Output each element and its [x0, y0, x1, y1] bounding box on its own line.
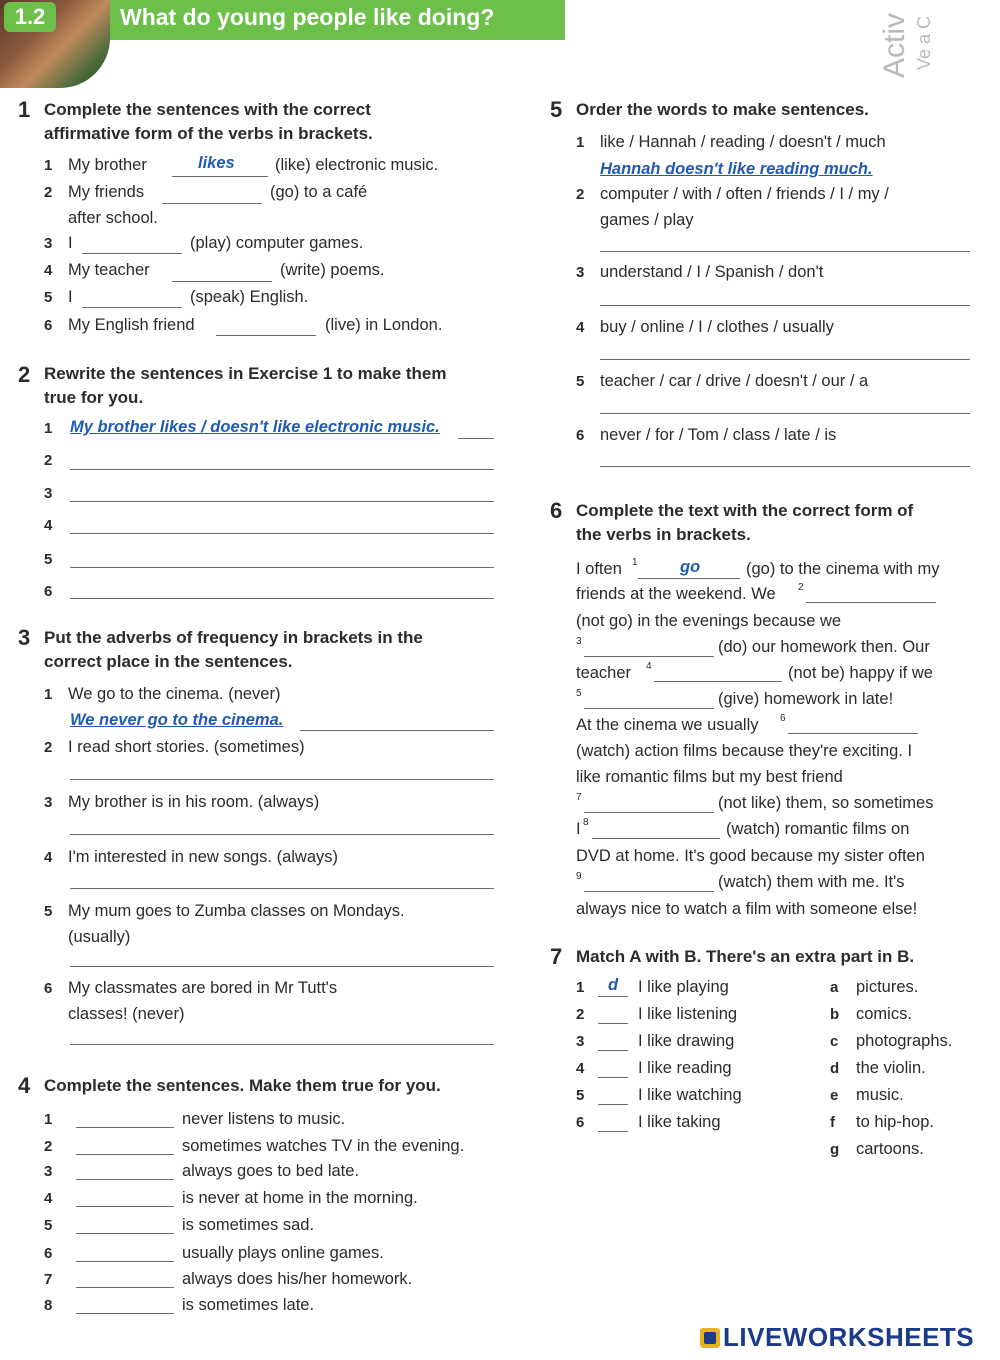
ex6-text: like romantic films but my best friend	[576, 768, 843, 786]
ex2-answer-field[interactable]	[70, 469, 494, 470]
exercise-4-title: Complete the sentences. Make them true for you.	[44, 1076, 441, 1095]
ex1-item-number: 2	[44, 184, 53, 201]
ex2-answer-field[interactable]	[70, 567, 494, 568]
exercise-1-title: Complete the sentences with the correct	[44, 100, 371, 119]
ex4-item-text: always goes to bed late.	[182, 1162, 360, 1180]
ex6-text: (watch) action films because they're exciting. I	[576, 742, 913, 760]
ex7-a-text: I like taking	[638, 1113, 721, 1131]
ex7-b-text: to hip-hop.	[856, 1113, 934, 1131]
ex5-item-number: 1	[576, 134, 585, 151]
ex3-item-text: My classmates are bored in Mr Tutt's	[68, 979, 338, 997]
exercise-2-title: Rewrite the sentences in Exercise 1 to make them	[44, 364, 447, 383]
ex7-a-text: I like reading	[638, 1059, 732, 1077]
ex6-answer-field[interactable]	[654, 681, 782, 682]
ex1-answer-field[interactable]	[172, 281, 272, 282]
ex7-b-text: music.	[856, 1086, 904, 1104]
ex7-answer-field[interactable]	[598, 1077, 628, 1078]
ex4-item-number: 8	[44, 1297, 53, 1314]
ex2-item-number: 1	[44, 420, 53, 437]
ex6-text: At the cinema we usually	[576, 716, 759, 734]
liveworksheets-logo: LIVEWORKSHEETS	[700, 1322, 974, 1353]
exercise-3-title-cont: correct place in the sentences.	[44, 652, 293, 671]
ex7-item-number: 2	[576, 1006, 585, 1023]
ex5-item-words: games / play	[600, 211, 694, 229]
exercise-5-title: Order the words to make sentences.	[576, 100, 869, 119]
ex5-answer-field[interactable]	[600, 413, 970, 414]
ex7-item-number: 4	[576, 1060, 585, 1077]
ex5-item-words: computer / with / often / friends / I / my /	[600, 185, 889, 203]
ex1-item-text: My friends	[68, 183, 145, 201]
ex7-b-text: pictures.	[856, 978, 919, 996]
ex7-b-letter: g	[830, 1141, 840, 1158]
ex2-item-number: 3	[44, 485, 53, 502]
ex6-text: always nice to watch a film with someone else!	[576, 900, 918, 918]
ex1-item-text: (write) poems.	[280, 261, 385, 279]
ex1-item-text: (live) in London.	[325, 316, 443, 334]
ex5-item-words: like / Hannah / reading / doesn't / much	[600, 133, 886, 151]
ex6-gap-number: 7	[576, 792, 582, 803]
ex7-b-text: cartoons.	[856, 1140, 924, 1158]
ex3-item-number: 6	[44, 980, 53, 997]
ex1-item-text: after school.	[68, 209, 158, 227]
ex3-answer-field[interactable]	[70, 1044, 494, 1045]
ex2-item-number: 4	[44, 517, 53, 534]
ex5-answer-field[interactable]	[600, 251, 970, 252]
ex5-item-number: 4	[576, 319, 585, 336]
ex6-answer-field[interactable]	[638, 578, 740, 579]
ex7-a-text: I like listening	[638, 1005, 738, 1023]
ex4-item-number: 4	[44, 1190, 53, 1207]
ex3-answer-field[interactable]	[70, 834, 494, 835]
ex4-item-text: is sometimes late.	[182, 1296, 315, 1314]
ex7-item-number: 6	[576, 1114, 585, 1131]
ex1-item-number: 1	[44, 157, 53, 174]
ex6-gap-number: 1	[632, 557, 638, 568]
ex7-b-text: comics.	[856, 1005, 912, 1023]
ex6-answer-field[interactable]	[788, 733, 918, 734]
ex1-answer-field[interactable]	[172, 176, 268, 177]
ex5-item-words: never / for / Tom / class / late / is	[600, 426, 837, 444]
ex1-answer-field[interactable]	[162, 203, 262, 204]
page-title: What do young people like doing?	[120, 4, 495, 30]
ex6-text: (watch) them with me. It's	[718, 873, 905, 891]
ex6-answer-field[interactable]	[584, 708, 714, 709]
ex1-answer: likes	[198, 154, 235, 172]
ex6-answer-field[interactable]	[584, 891, 714, 892]
ex7-answer-field[interactable]	[598, 1023, 628, 1024]
ex3-item-text: I'm interested in new songs. (always)	[68, 848, 339, 866]
ex1-item-text: My teacher	[68, 261, 150, 279]
ex3-item-text: My brother is in his room. (always)	[68, 793, 320, 811]
ex1-item-text: (like) electronic music.	[275, 156, 439, 174]
ex4-item-number: 6	[44, 1245, 53, 1262]
ex3-item-number: 4	[44, 849, 53, 866]
ex4-answer-field[interactable]	[76, 1154, 174, 1155]
ex7-a-text: I like watching	[638, 1086, 742, 1104]
exercise-6-title-cont: the verbs in brackets.	[576, 525, 751, 544]
ex3-item-text: We go to the cinema. (never)	[68, 685, 281, 703]
ex4-item-number: 7	[44, 1271, 53, 1288]
ex1-item-text: (speak) English.	[190, 288, 309, 306]
ex6-text: (do) our homework then. Our	[718, 638, 930, 656]
ex4-answer-field[interactable]	[76, 1127, 174, 1128]
ex3-answer-field[interactable]	[70, 888, 494, 889]
ex1-item-text: (go) to a café	[270, 183, 368, 201]
ex7-b-letter: a	[830, 979, 839, 996]
ex6-gap-number: 4	[646, 661, 652, 672]
ex1-item-text: (play) computer games.	[190, 234, 364, 252]
ex3-line	[300, 730, 494, 731]
ex6-text: I	[576, 820, 581, 838]
ex7-b-text: photographs.	[856, 1032, 953, 1050]
ex6-gap-number: 9	[576, 871, 582, 882]
ex4-item-text: never listens to music.	[182, 1110, 346, 1128]
ex4-item-number: 1	[44, 1111, 53, 1128]
ex4-item-text: is sometimes sad.	[182, 1216, 315, 1234]
ex7-b-letter: c	[830, 1033, 839, 1050]
ex7-b-letter: e	[830, 1087, 839, 1104]
liveworksheets-icon	[700, 1328, 720, 1348]
ex2-item-number: 6	[44, 583, 53, 600]
ex4-item-text: always does his/her homework.	[182, 1270, 413, 1288]
ex4-item-text: sometimes watches TV in the evening.	[182, 1137, 465, 1155]
ex6-text: (give) homework in late!	[718, 690, 894, 708]
ex7-b-text: the violin.	[856, 1059, 926, 1077]
ex1-item-number: 6	[44, 317, 53, 334]
exercise-6-number: 6	[550, 498, 563, 523]
ex7-b-letter: f	[830, 1114, 835, 1131]
ex3-item-text: (usually)	[68, 928, 131, 946]
ex1-item-text: My English friend	[68, 316, 195, 334]
ex1-item-number: 3	[44, 235, 53, 252]
ex3-answer-field[interactable]	[70, 779, 494, 780]
ex6-text: DVD at home. It's good because my sister often	[576, 847, 925, 865]
ex5-item-words: buy / online / I / clothes / usually	[600, 318, 834, 336]
ex7-item-number: 3	[576, 1033, 585, 1050]
ex6-text: (not be) happy if we	[788, 664, 933, 682]
ex5-item-number: 5	[576, 373, 585, 390]
ex5-item-number: 2	[576, 186, 585, 203]
ex4-answer-field[interactable]	[76, 1287, 174, 1288]
ex6-text: (not like) them, so sometimes	[718, 794, 934, 812]
ex3-item-number: 1	[44, 686, 53, 703]
ex4-item-number: 3	[44, 1163, 53, 1180]
ex6-answer-field[interactable]	[584, 812, 714, 813]
ex2-answer-field[interactable]	[70, 598, 494, 599]
ex4-answer-field[interactable]	[76, 1206, 174, 1207]
exercise-7-number: 7	[550, 944, 563, 969]
ex1-item-text: I	[68, 234, 73, 252]
ex5-answer-field[interactable]	[600, 359, 970, 360]
ex3-answer-field[interactable]	[70, 966, 494, 967]
exercise-3-number: 3	[18, 625, 31, 650]
ex7-item-number: 5	[576, 1087, 585, 1104]
ex6-gap-number: 5	[576, 688, 582, 699]
exercise-1-title-cont: affirmative form of the verbs in brackets.	[44, 124, 373, 143]
ex7-a-text: I like playing	[638, 978, 729, 996]
ex5-item-number: 3	[576, 264, 585, 281]
ex7-a-text: I like drawing	[638, 1032, 735, 1050]
exercise-1-number: 1	[18, 97, 31, 122]
exercise-7-title: Match A with B. There's an extra part in B.	[576, 947, 915, 966]
ex2-line	[458, 438, 494, 439]
ex6-text: friends at the weekend. We	[576, 585, 776, 603]
ex2-item-number: 2	[44, 452, 53, 469]
exercise-2-number: 2	[18, 362, 31, 387]
ex6-answer-field[interactable]	[806, 602, 936, 603]
ex6-gap-number: 8	[583, 817, 589, 828]
ex6-text: (not go) in the evenings because we	[576, 612, 842, 630]
ex3-item-text: I read short stories. (sometimes)	[68, 738, 305, 756]
ex7-answer: d	[608, 976, 619, 994]
ex4-item-number: 5	[44, 1217, 53, 1234]
ex1-item-number: 4	[44, 262, 53, 279]
ex1-answer-field[interactable]	[82, 307, 182, 308]
ex6-text: I often	[576, 560, 622, 578]
ex3-item-text: My mum goes to Zumba classes on Mondays.	[68, 902, 405, 920]
ex7-b-letter: d	[830, 1060, 840, 1077]
ex4-answer-field[interactable]	[76, 1313, 174, 1314]
ex2-answer-field[interactable]	[70, 501, 494, 502]
ex3-example-answer: We never go to the cinema.	[70, 711, 284, 729]
ex3-item-number: 5	[44, 903, 53, 920]
ex3-item-number: 3	[44, 794, 53, 811]
ex5-item-number: 6	[576, 427, 585, 444]
exercise-4-number: 4	[18, 1073, 31, 1098]
ex7-answer-field[interactable]	[598, 1104, 628, 1105]
ex3-item-text: classes! (never)	[68, 1005, 185, 1023]
ex7-item-number: 1	[576, 979, 585, 996]
ex4-answer-field[interactable]	[76, 1261, 174, 1262]
ex6-answer-field[interactable]	[592, 838, 720, 839]
ex4-item-number: 2	[44, 1138, 53, 1155]
ex6-gap-number: 3	[576, 636, 582, 647]
ex4-answer-field[interactable]	[76, 1179, 174, 1180]
ex4-item-text: usually plays online games.	[182, 1244, 384, 1262]
ex1-answer-field[interactable]	[82, 253, 182, 254]
ex4-item-text: is never at home in the morning.	[182, 1189, 418, 1207]
ex2-answer-field[interactable]	[70, 533, 494, 534]
ex5-item-words: understand / I / Spanish / don't	[600, 263, 824, 281]
ex6-answer-field[interactable]	[584, 656, 714, 657]
ex4-answer-field[interactable]	[76, 1233, 174, 1234]
ex6-gap-number: 2	[798, 582, 804, 593]
ex5-answer-field[interactable]	[600, 466, 970, 467]
ex1-answer-field[interactable]	[216, 335, 316, 336]
lesson-badge: 1.2	[4, 2, 56, 32]
ex6-text: (go) to the cinema with my	[746, 560, 940, 578]
exercise-2-title-cont: true for you.	[44, 388, 144, 407]
ex5-answer-field[interactable]	[600, 305, 970, 306]
exercise-3-title: Put the adverbs of frequency in brackets in the	[44, 628, 423, 647]
ex5-item-words: teacher / car / drive / doesn't / our / a	[600, 372, 869, 390]
ex1-item-number: 5	[44, 289, 53, 306]
ex7-b-letter: b	[830, 1006, 840, 1023]
ex7-answer-field[interactable]	[598, 1050, 628, 1051]
ex1-item-text: I	[68, 288, 73, 306]
ex1-item-text: My brother	[68, 156, 147, 174]
ex6-gap-number: 6	[780, 713, 786, 724]
exercise-5-number: 5	[550, 97, 563, 122]
ex2-example-answer: My brother likes / doesn't like electronic music.	[70, 418, 440, 436]
ex6-answer: go	[680, 558, 701, 576]
ex3-item-number: 2	[44, 739, 53, 756]
ex5-example-answer: Hannah doesn't like reading much.	[600, 160, 873, 178]
ex7-answer-field[interactable]	[598, 996, 628, 997]
ex6-text: (watch) romantic films on	[726, 820, 910, 838]
ex6-text: teacher	[576, 664, 632, 682]
exercise-6-title: Complete the text with the correct form of	[576, 501, 914, 520]
activate-windows-watermark: Activ Ve a C	[878, 12, 934, 78]
ex2-item-number: 5	[44, 551, 53, 568]
ex7-answer-field[interactable]	[598, 1131, 628, 1132]
